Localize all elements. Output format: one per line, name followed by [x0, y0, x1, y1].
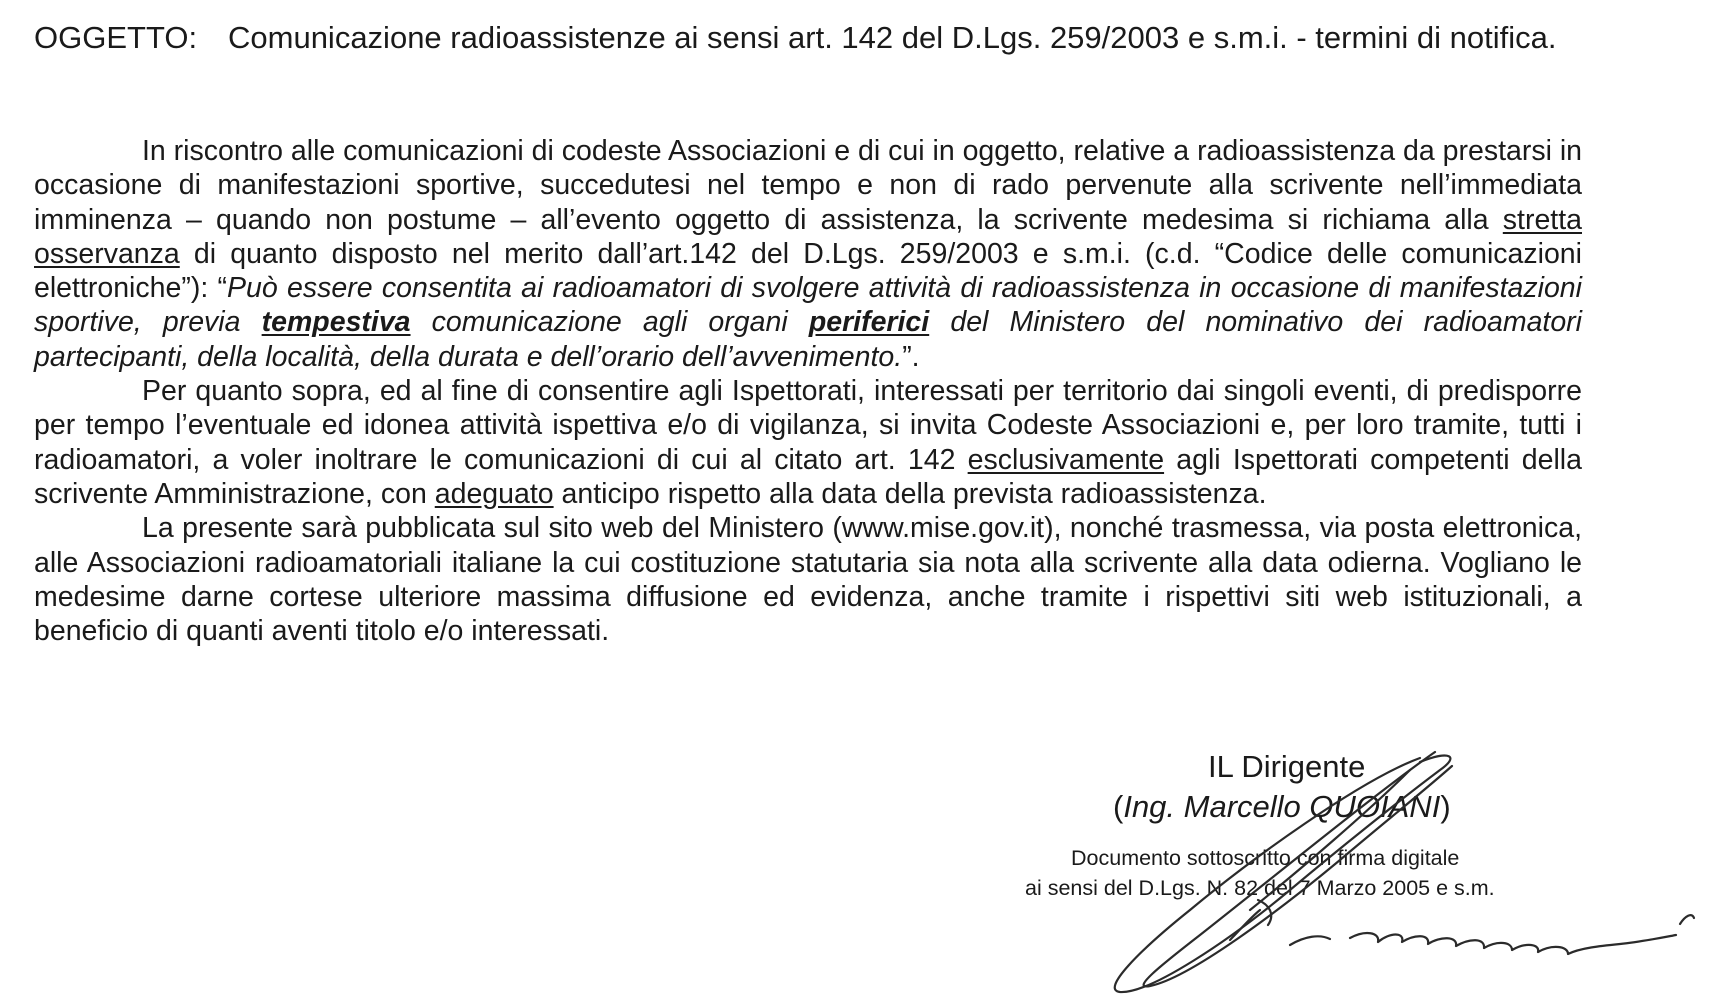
signer-name [1113, 788, 1451, 826]
p2-underline-adeguato: adeguato [434, 477, 554, 510]
subject-text: Comunicazione radioassistenze ai sensi art. 142 del D.Lgs. 259/2003 e s.m.i. - termini di notifica. [228, 20, 1557, 55]
digital-signature-note-1: Documento sottoscritto con firma digitale [1071, 846, 1460, 870]
p2-text-1: Per quanto sopra, ed al fine di consentire agli Ispettorati, interessati per territorio dai singoli eventi, di predisporre per tempo l’eventuale ed idonea attività ispettiva e/o di vigilanza, si invita Codeste Associazioni e, per loro tramite, tutti i radioamatori, a voler inoltrare le comunicazioni di cui al citato art. 142 [34, 375, 1582, 476]
p1-quote-3: del Ministero del nominativo dei radioamatori partecipanti, della località, della durata e dell’orario dell’avvenimento. [34, 306, 1583, 373]
p1-text-1: In riscontro alle comunicazioni di codeste Associazioni e di cui in oggetto, relative a radioassistenza da prestarsi in occasione di manifestazioni sportive, succedutesi nel tempo e non di rado pervenute alla scrivente nell’immediata imminenza – quando non postume – all’evento oggetto di assistenza, la scrivente medesima si richiama alla [34, 135, 1583, 236]
subject-line [34, 18, 1594, 57]
p1-bold-periferici: periferici [808, 306, 930, 339]
subject-label: OGGETTO: [34, 20, 198, 55]
p2-underline-esclusivamente: esclusivamente [967, 443, 1165, 476]
signer-title: IL Dirigente [1208, 749, 1366, 784]
name-paren-close: ) [1440, 789, 1451, 824]
p2-text-3: anticipo rispetto alla data della prevista radioassistenza. [553, 477, 1267, 510]
paragraph-1 [34, 134, 1582, 374]
p1-text-3: ”. [902, 340, 920, 373]
p1-underline-stretta-osservanza: stretta osservanza [34, 203, 1582, 270]
p2-text-2: agli Ispettorati competenti della scrivente Amministrazione, con [34, 443, 1582, 510]
p1-quote-1: Può essere consentita ai radioamatori di svolgere attività di radioassistenza in occasione di manifestazioni sportive, previa [34, 272, 1582, 339]
p1-text-2: di quanto disposto nel merito dall’art.142 del D.Lgs. 259/2003 e s.m.i. (c.d. “Codice delle comunicazioni elettroniche”): “ [34, 237, 1582, 305]
letter-body [34, 134, 1582, 648]
name-paren-open: ( [1113, 789, 1124, 824]
paragraph-3: La presente sarà pubblicata sul sito web del Ministero (www.mise.gov.it), nonché trasmessa, via posta elettronica, alle Associazioni radioamatoriali italiane la cui costituzione statutaria sia nota alla scrivente alla data odierna. Vogliano le medesime darne cortese ulteriore massima diffusione ed evidenza, anche tramite i rispettivi siti web istituzionali, a beneficio di quanti aventi titolo e/o interessati. [34, 512, 1582, 648]
p1-bold-tempestiva: tempestiva [261, 306, 411, 339]
signer-name-text: Ing. Marcello QUOIANI [1123, 789, 1441, 824]
paragraph-2 [34, 374, 1582, 511]
digital-signature-note-2: ai sensi del D.Lgs. N. 82 del 7 Marzo 2005 e s.m. [1025, 876, 1495, 900]
p1-quote [34, 272, 1582, 373]
p1-quote-2: comunicazione agli organi [410, 306, 809, 339]
